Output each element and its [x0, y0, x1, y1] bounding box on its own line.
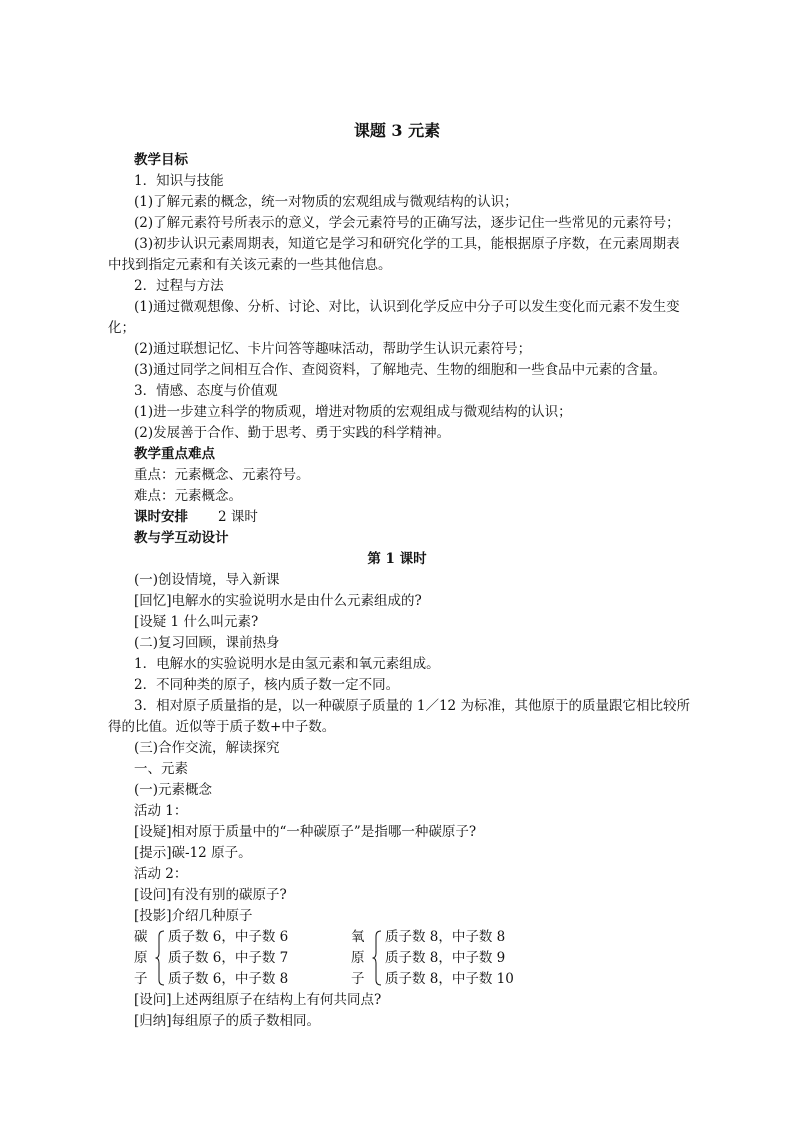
- text-line: 一、元素: [134, 761, 188, 777]
- text-line: (一)元素概念: [134, 782, 213, 798]
- section-lesson-1: 第 1 课时: [367, 551, 427, 567]
- heading-interactive-design: 教与学互动设计: [134, 530, 229, 546]
- text-line: (2)了解元素符号所表示的意义，学会元素符号的正确写法，逐步记住一些常见的元素符号；: [134, 215, 680, 231]
- text-line: [回忆]电解水的实验说明水是由什么元素组成的?: [134, 593, 422, 609]
- oxygen-row: 质子数 8，中子数 8: [385, 929, 506, 945]
- text-line: [设问]有没有别的碳原子?: [134, 887, 287, 903]
- text-line: (3)通过同学之间相互合作、查阅资料，了解地壳、生物的细胞和一些食品中元素的含量。: [134, 362, 667, 378]
- text-line: (2)发展善于合作、勤于思考、勇于实践的科学精神。: [134, 425, 451, 441]
- carbon-label-char: 原: [134, 950, 148, 966]
- text-line: 2．过程与方法: [134, 278, 224, 294]
- text-line: (三)合作交流，解读探究: [134, 740, 280, 756]
- carbon-label-char: 子: [134, 971, 148, 987]
- carbon-row: 质子数 6，中子数 7: [168, 950, 289, 966]
- oxygen-label-char: 氧: [351, 929, 365, 945]
- text-line: 1．知识与技能: [134, 173, 224, 189]
- oxygen-row: 质子数 8，中子数 10: [385, 971, 514, 987]
- text-line: [归纳]每组原子的质子数相同。: [134, 1013, 321, 1029]
- text-line: 3．情感、态度与价值观: [134, 383, 278, 399]
- text-line: [设疑]相对原于质量中的“一种碳原子”是指哪一种碳原子?: [134, 824, 477, 840]
- text-line: 活动 1：: [134, 803, 188, 819]
- oxygen-brace-icon: [372, 930, 382, 986]
- carbon-brace-icon: [155, 930, 165, 986]
- oxygen-label-char: 子: [351, 971, 365, 987]
- text-line: 化；: [108, 320, 135, 336]
- heading-teaching-goals: 教学目标: [134, 152, 188, 168]
- text-line: [设疑 1 什么叫元素?: [134, 614, 259, 630]
- lesson-title: 课题 3 元素: [353, 121, 441, 140]
- carbon-row: 质子数 6，中子数 6: [168, 929, 289, 945]
- heading-key-points: 教学重点难点: [134, 446, 215, 462]
- text-line: [提示]碳-12 原子。: [134, 845, 252, 861]
- text-line: 1．电解水的实验说明水是由氢元素和氧元素组成。: [134, 656, 440, 672]
- text-line: (3)初步认识元素周期表，知道它是学习和研究化学的工具，能根据原子序数，在元素周期表: [134, 236, 680, 252]
- oxygen-row: 质子数 8，中子数 9: [385, 950, 506, 966]
- text-line: [设问]上述两组原子在结构上有何共同点?: [134, 992, 382, 1008]
- text-line: 3．相对原子质量指的是，以一种碳原子质量的 1／12 为标准，其他原于的质量跟它相比较所: [134, 698, 690, 714]
- text-line: [投影]介绍几种原子: [134, 908, 253, 924]
- text-line: (二)复习回顾，课前热身: [134, 635, 280, 651]
- text-line: 重点：元素概念、元素符号。: [134, 467, 310, 483]
- carbon-label-char: 碳: [134, 929, 148, 945]
- oxygen-label-char: 原: [351, 950, 365, 966]
- heading-schedule: 课时安排: [134, 509, 188, 525]
- schedule-value: 2 课时: [218, 509, 258, 525]
- text-line: 难点：元素概念。: [134, 488, 242, 504]
- text-line: 得的比值。近似等于质子数+中子数。: [108, 719, 336, 735]
- text-line: (1)进一步建立科学的物质观，增进对物质的宏观组成与微观结构的认识；: [134, 404, 572, 420]
- text-line: (一)创设情境，导入新课: [134, 572, 280, 588]
- text-line: (1)了解元素的概念，统一对物质的宏观组成与微观结构的认识；: [134, 194, 518, 210]
- text-line: 活动 2：: [134, 866, 188, 882]
- text-line: (2)通过联想记忆、卡片问答等趣味活动，帮助学生认识元素符号；: [134, 341, 532, 357]
- text-line: (1)通过微观想像、分析、讨论、对比，认识到化学反应中分子可以发生变化而元素不发生变: [134, 299, 680, 315]
- text-line: 中找到指定元素和有关该元素的一些其他信息。: [108, 257, 392, 273]
- text-line: 2．不同种类的原子，核内质子数一定不同。: [134, 677, 400, 693]
- carbon-row: 质子数 6，中子数 8: [168, 971, 289, 987]
